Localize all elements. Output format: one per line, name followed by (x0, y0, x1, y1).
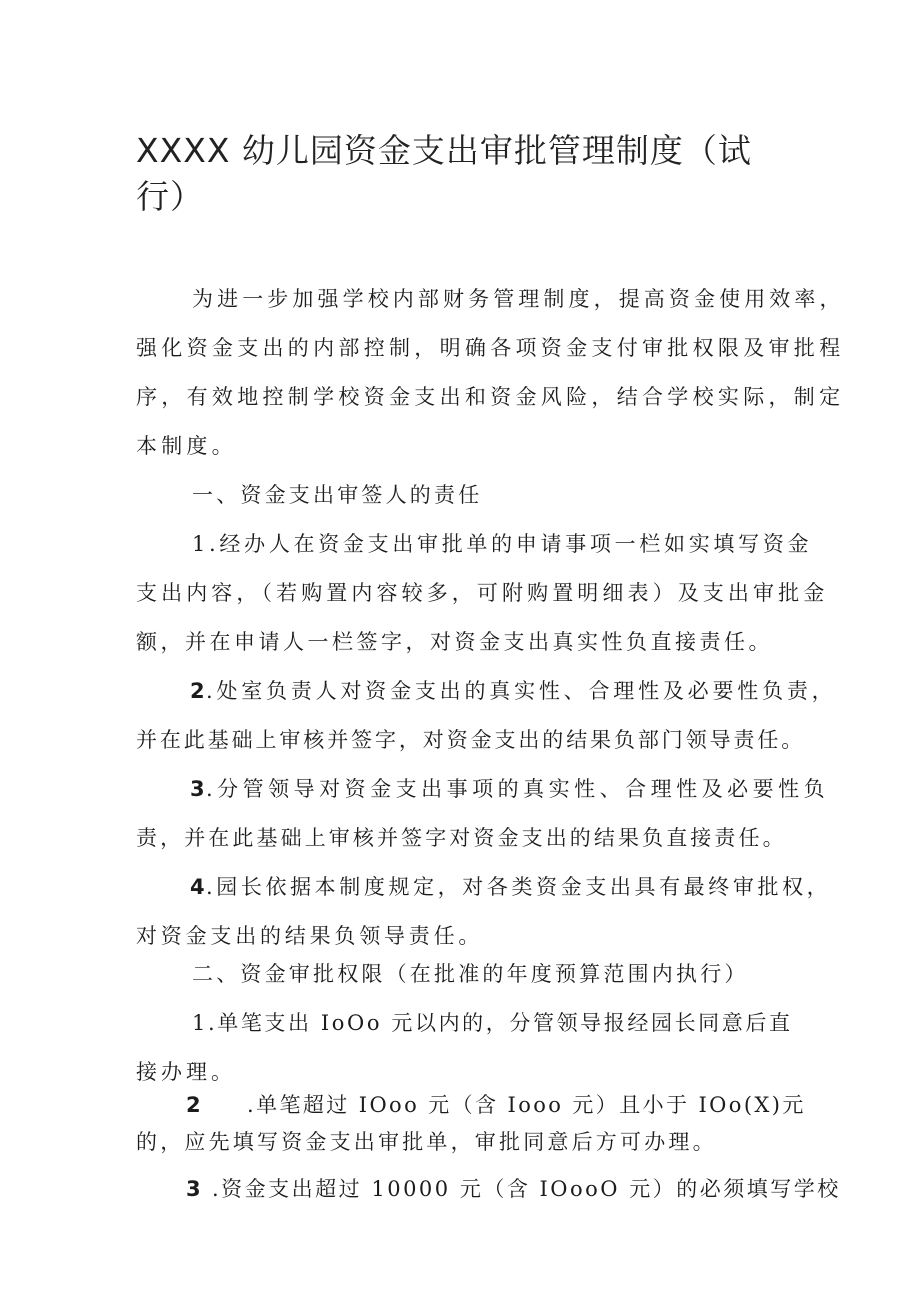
list-item-line: 1.经办人在资金支出审批单的申请事项一栏如实填写资金 (192, 532, 813, 556)
paragraph-line: 序，有效地控制学校资金支出和资金风险，结合学校实际，制定 (136, 385, 845, 409)
list-item-line: 1.单笔支出 IoOo 元以内的，分管领导报经园长同意后直 (192, 1011, 793, 1035)
list-number: 2 (190, 679, 207, 703)
list-item-line: .单笔超过 IOoo 元（含 Iooo 元）且小于 IOo(X)元 (247, 1093, 806, 1117)
paragraph-line: 强化资金支出的内部控制，明确各项资金支付审批权限及审批程 (136, 336, 845, 360)
list-item-line: .资金支出超过 10000 元（含 IOooO 元）的必须填写学校 (212, 1177, 841, 1201)
paragraph-line: 额，并在申请人一栏签字，对资金支出真实性负直接责任。 (136, 630, 773, 654)
paragraph-line: 并在此基础上审核并签字，对资金支出的结果负部门领导责任。 (136, 728, 806, 752)
paragraph-line: 为进一步加强学校内部财务管理制度，提高资金使用效率， (192, 287, 845, 311)
paragraph-line: 责，并在此基础上审核并签字对资金支出的结果负直接责任。 (136, 826, 787, 850)
document-title: XXXX 幼儿园资金支出审批管理制度（试行） (136, 131, 752, 216)
list-number: 3 (186, 1177, 203, 1201)
list-number: 4 (190, 875, 207, 899)
list-item-line: .处室负责人对资金支出的真实性、合理性及必要性负责， (206, 679, 837, 703)
list-number: 2 (186, 1093, 203, 1117)
paragraph-line: 的，应先填写资金支出审批单，审批同意后方可办理。 (136, 1130, 717, 1154)
section-heading: 二、资金审批权限（在批准的年度预算范围内执行） (192, 962, 749, 986)
list-item-line: .分管领导对资金支出事项的真实性、合理性及必要性负 (206, 777, 830, 801)
paragraph-line: 本制度。 (136, 434, 237, 458)
section-heading: 一、资金支出审签人的责任 (192, 483, 483, 507)
paragraph-line: 支出内容，（若购置内容较多，可附购置明细表）及支出审批金 (136, 581, 829, 605)
list-number: 3 (190, 777, 207, 801)
paragraph-line: 接办理。 (136, 1060, 236, 1084)
paragraph-line: 对资金支出的结果负领导责任。 (136, 924, 484, 948)
list-item-line: .园长依据本制度规定，对各类资金支出具有最终审批权， (206, 875, 832, 899)
